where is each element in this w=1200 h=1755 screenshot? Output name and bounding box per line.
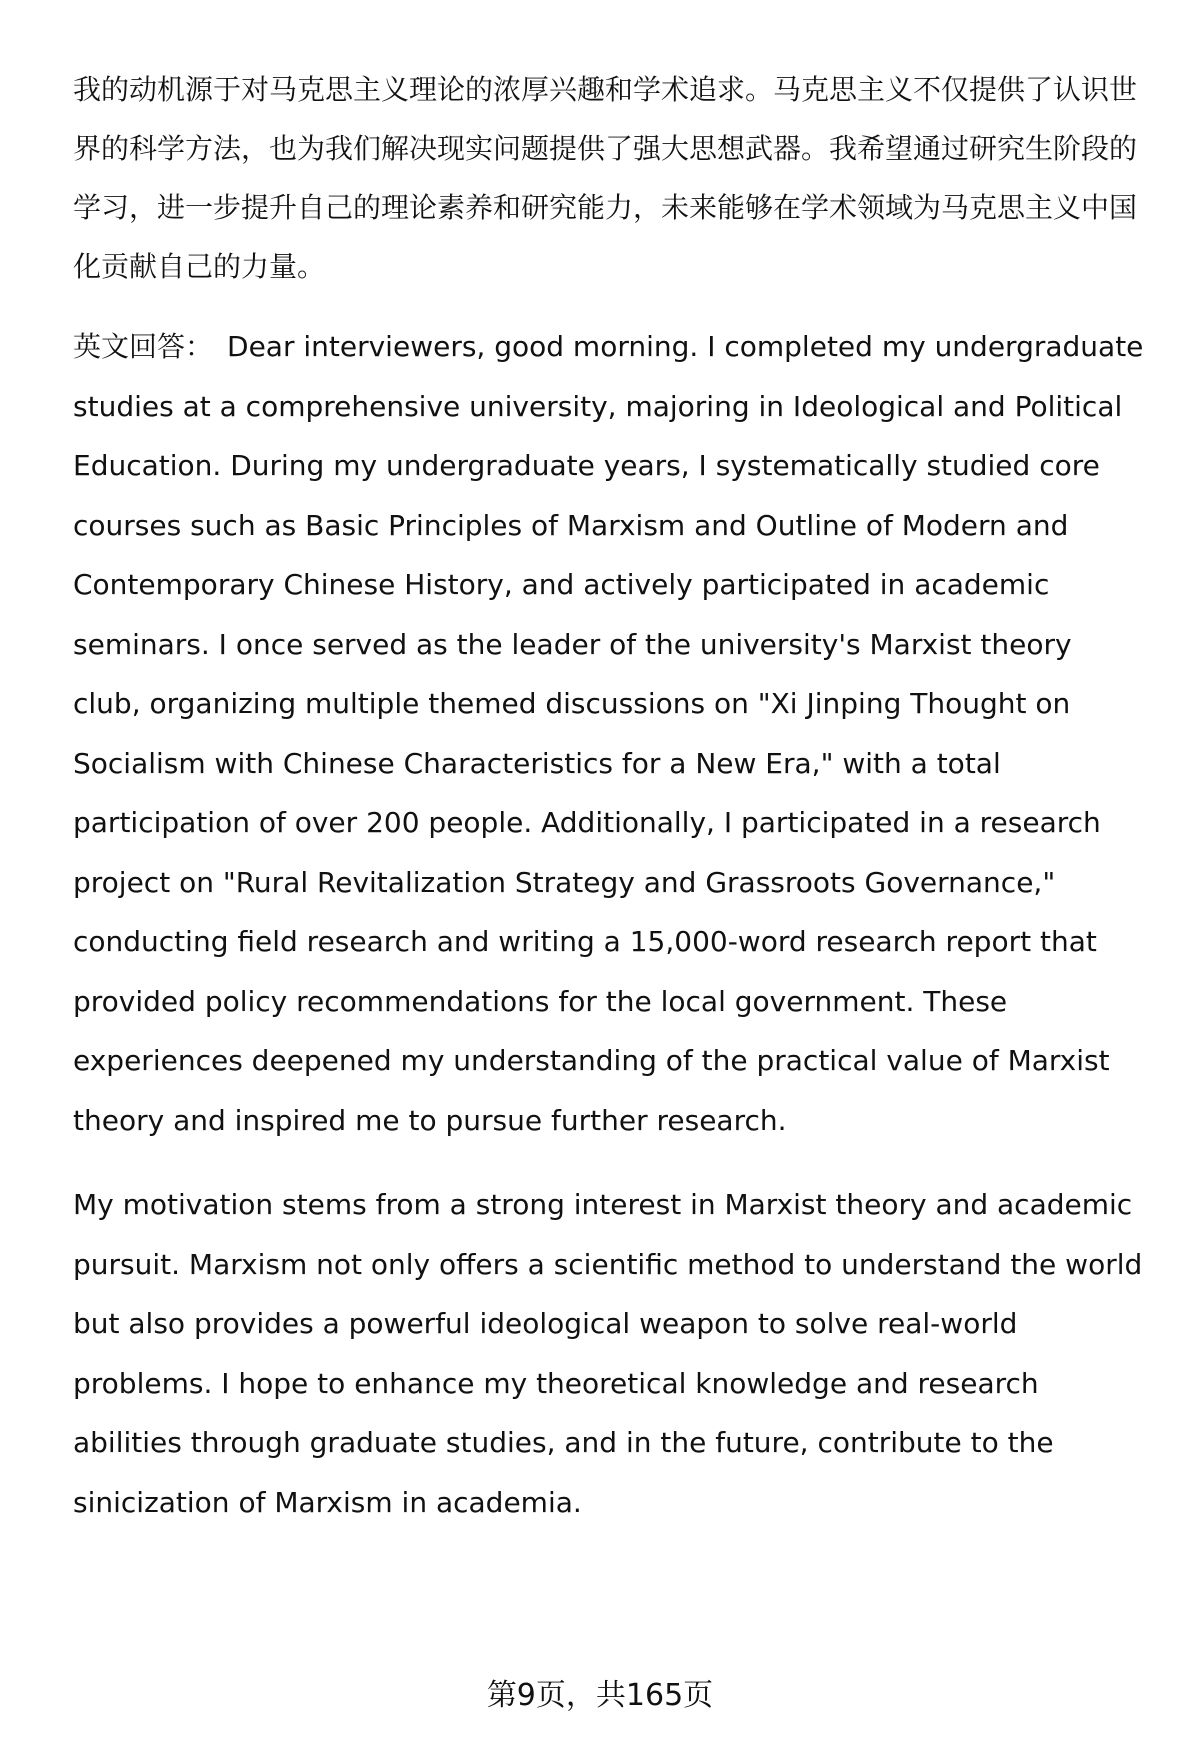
document-body — [73, 60, 1148, 1557]
page-number-footer: 第9页，共165页 — [486, 1678, 714, 1713]
paragraph-en-motivation: My motivation stems from a strong interest in Marxist theory and academic pursuit. Marxism not only offers a scientific method to understand the world but also provides a powerful ideological weapon to solve real-world problems. I hope to enhance my theoretical knowledge and research abilities through graduate studies, and in the future, contribute to the sinicization of Marxism in academia. — [73, 1188, 1143, 1519]
answer-label-english: 英文回答： — [73, 330, 214, 363]
paragraph-en-intro-text: Dear interviewers, good morning. I completed my undergraduate studies at a comprehensive university, majoring in Ideological and Political Education. During my undergraduate years, I systematically studied core courses such as Basic Principles of Marxism and Outline of Modern and Contemporary Chinese History, and actively participated in academic seminars. I once served as the leader of the university's Marxist theory club, organizing multiple themed discussions on "Xi Jinping Thought on Socialism with Chinese Characteristics for a New Era," with a total participation of over 200 people. Additionally, I participated in a research project on "Rural Revitalization Strategy and Grassroots Governance," conducting field research and writing a 15,000-word research report that provided policy recommendations for the local government. These experiences deepened my understanding of the practical value of Marxist theory and inspired me to pursue further research. — [73, 330, 1144, 1137]
paragraph-en-intro — [73, 317, 1148, 1150]
paragraph-cn-motivation: 我的动机源于对马克思主义理论的浓厚兴趣和学术追求。马克思主义不仅提供了认识世界的科学方法，也为我们解决现实问题提供了强大思想武器。我希望通过研究生阶段的学习，进一步提升自己的理论素养和研究能力，未来能够在学术领域为马克思主义中国化贡献自己的力量。 — [73, 73, 1138, 283]
